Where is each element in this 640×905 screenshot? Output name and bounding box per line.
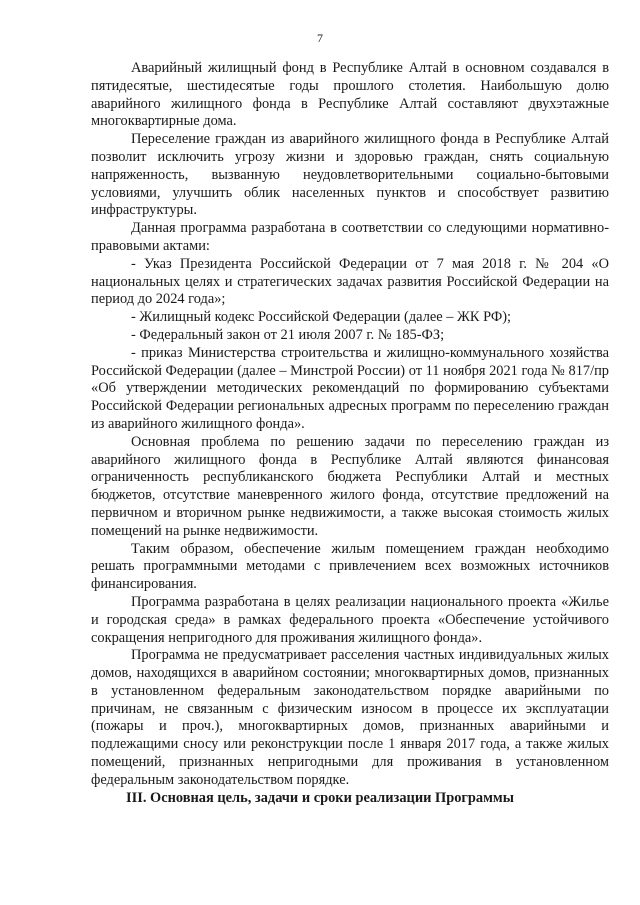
body-text	[91, 60, 609, 790]
paragraph-exclusions: Программа не предусматривает расселения частных индивидуальных жилых домов, находящихся в аварийном состоянии; многоквартирных домов, признанных в установленном федеральным законодательством порядке аварийными по причинам, не связанным с физическим износом в процессе их эксплуатации (пожары и проч.), многоквартирных домов, признанных аварийными и подлежащими сносу или реконструкции после 1 января 2017 года, а также жилых помещений, признанных непригодными для проживания в установленном федеральным законодательством порядке.	[91, 647, 609, 788]
list-item-presidential-decree: - Указ Президента Российской Федерации от 7 мая 2018 г. № 204 «О национальных целях и стратегических задачах развития Российской Федерации на период до 2024 года»;	[91, 255, 609, 308]
page-number: 7	[317, 31, 323, 45]
paragraph-resettlement-benefits: Переселение граждан из аварийного жилищного фонда в Республике Алтай позволит исключить угрозу жизни и здоровью граждан, снять социальную напряженность, вызванную неудовлетворительными социально-бытовыми условиями, улучшить облик населенных пунктов и способствует развитию инфраструктуры.	[91, 131, 609, 219]
list-item-federal-law: - Федеральный закон от 21 июля 2007 г. № 185-ФЗ;	[131, 326, 445, 343]
list-item-ministry-order: - приказ Министерства строительства и жилищно-коммунального хозяйства Российской Федерации (далее – Минстрой России) от 11 ноября 2021 года № 817/пр «Об утверждении методических рекомендаций по формированию субъектами Российской Федерации региональных адресных программ по переселению граждан из аварийного жилищного фонда».	[91, 344, 609, 432]
paragraph-main-problem: Основная проблема по решению задачи по переселению граждан из аварийного жилищного фонда в Республике Алтай являются финансовая ограниченность республиканского бюджета Республики Алтай и местных бюджетов, отсутствие маневренного жилого фонда, отсутствие предложений на первичном и вторичном рынке недвижимости, а также высокая стоимость жилых помещений на рынке недвижимости.	[91, 433, 609, 539]
paragraph-program-methods: Таким образом, обеспечение жилым помещением граждан необходимо решать программными методами с привлечением всех возможных источников финансирования.	[91, 540, 609, 593]
paragraph-legal-basis: Данная программа разработана в соответствии со следующими нормативно-правовыми актами:	[91, 220, 609, 254]
paragraph-emergency-housing: Аварийный жилищный фонд в Республике Алтай в основном создавался в пятидесятые, шестидесятые годы прошлого столетия. Наибольшую долю аварийного жилищного фонда в Республике Алтай составляют двухэтажные многоквартирные дома.	[91, 60, 609, 130]
paragraph-national-project: Программа разработана в целях реализации национального проекта «Жилье и городская среда» в рамках федерального проекта «Обеспечение устойчивого сокращения непригодного для проживания жилищного фонда».	[91, 593, 609, 646]
section-heading: III. Основная цель, задачи и сроки реализации Программы	[126, 790, 514, 806]
list-item-housing-code: - Жилищный кодекс Российской Федерации (далее – ЖК РФ);	[131, 309, 512, 326]
